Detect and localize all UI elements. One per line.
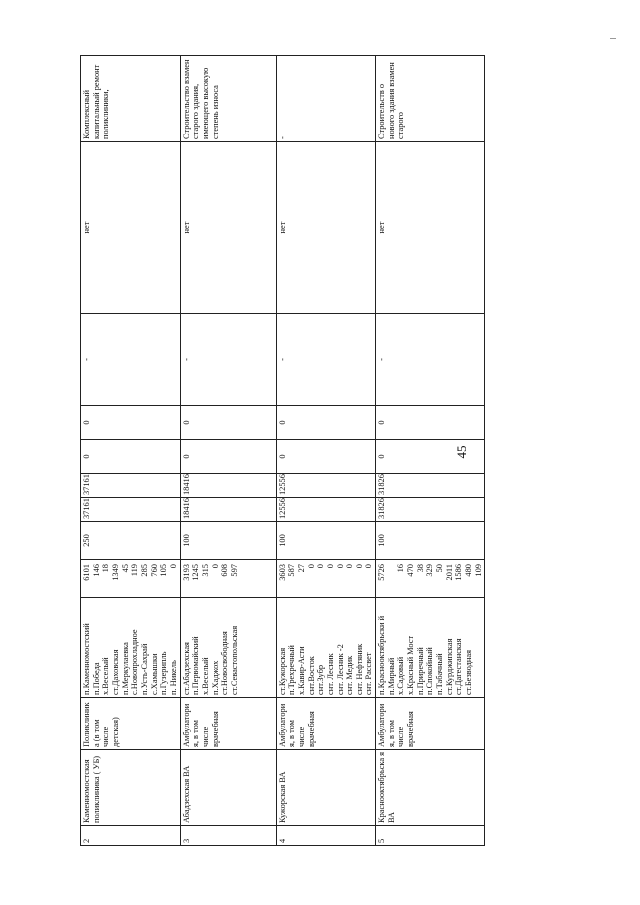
note-cell <box>276 56 376 142</box>
value-1-text: 12556 <box>277 498 287 519</box>
settlements-cell <box>81 598 181 698</box>
population-value: 0 <box>168 564 178 569</box>
population-value: 0 <box>210 564 220 569</box>
zero-1-text: 0 <box>377 454 387 459</box>
zero-1-cell <box>276 440 376 474</box>
row-number-text: 3 <box>181 838 191 843</box>
population-value: 5726 <box>377 564 387 581</box>
population-value: 597 <box>229 564 239 577</box>
population-value: 480 <box>464 564 474 577</box>
zero-2-text: 0 <box>82 420 91 425</box>
plan-cell <box>276 142 376 314</box>
population-value: 3603 <box>277 564 287 581</box>
settlement-name: снт. Лесник -2 <box>335 644 345 695</box>
population-value: 0 <box>306 564 316 569</box>
population-value: 119 <box>130 564 140 577</box>
settlement-name: п. Никель <box>168 660 178 695</box>
dash-cell <box>276 314 376 406</box>
note-text: Строительство взамен старого здания, имеющего высокую степень износа <box>181 59 220 139</box>
population-value: 760 <box>149 564 159 577</box>
organization-cell <box>276 750 376 826</box>
settlement-name: п.Первомайский <box>191 636 201 695</box>
settlement-list <box>278 600 375 695</box>
settlement-name: п.Победа <box>91 662 101 695</box>
plan-cell <box>81 142 181 314</box>
zero-2-text: 0 <box>377 420 387 425</box>
population-value: 0 <box>364 564 374 569</box>
settlement-name: п.Трехречный <box>287 645 297 695</box>
dash-text: - <box>277 358 287 361</box>
population-cell <box>180 560 276 598</box>
population-value: 16 <box>396 564 406 573</box>
population-list <box>82 562 179 595</box>
settlement-name: ст.Даховская <box>110 649 120 695</box>
value-2-cell <box>81 474 181 498</box>
population-value: 329 <box>425 564 435 577</box>
population-list <box>182 562 240 595</box>
population-value: 1349 <box>110 564 120 581</box>
capacity-text: 100 <box>181 534 191 547</box>
zero-1-text: 0 <box>277 454 287 459</box>
population-value: 1586 <box>454 564 464 581</box>
population-value: 2011 <box>444 564 454 581</box>
population-list <box>278 562 375 595</box>
plan-text: нет <box>181 221 191 234</box>
settlement-name: х.Красный Мост <box>406 635 416 695</box>
settlement-name: х.Веселый <box>200 657 210 695</box>
zero-2-cell <box>81 406 181 440</box>
population-value: 0 <box>325 564 335 569</box>
note-cell <box>180 56 276 142</box>
zero-1-cell <box>81 440 181 474</box>
note-text: - <box>277 136 287 139</box>
population-value: 146 <box>91 564 101 577</box>
population-value: 50 <box>435 564 445 573</box>
plan-cell <box>180 142 276 314</box>
settlement-name: снт. Рассвет <box>364 652 374 695</box>
capacity-text: 100 <box>277 534 287 547</box>
zero-1-text: 0 <box>181 454 191 459</box>
facility-type-text: Амбулатори я, в том числе врачебная <box>277 703 316 747</box>
population-value: 6101 <box>82 564 91 581</box>
table-row <box>81 56 181 846</box>
zero-2-text: 0 <box>181 420 191 425</box>
population-value: 3193 <box>181 564 191 581</box>
zero-1-text: 0 <box>82 454 91 459</box>
dash-cell <box>376 314 485 406</box>
settlement-name: снт. Медик <box>345 655 355 695</box>
plan-text: нет <box>377 221 387 234</box>
population-value: 105 <box>159 564 169 577</box>
value-2-text: 37161 <box>82 474 91 495</box>
population-value: 587 <box>287 564 297 577</box>
capacity-text: 100 <box>377 534 387 547</box>
settlement-name: снт.Зубр <box>316 664 326 695</box>
population-value: 0 <box>354 564 364 569</box>
facility-type-cell <box>180 698 276 750</box>
row-number-text: 2 <box>82 838 91 843</box>
population-value: 27 <box>296 564 306 573</box>
population-value: 38 <box>415 564 425 573</box>
settlement-list <box>377 600 474 695</box>
organization-text: Абадзехская ВА <box>181 765 191 823</box>
zero-2-text: 0 <box>277 420 287 425</box>
settlement-name: п.Мирный <box>386 657 396 695</box>
table-stage <box>80 56 483 846</box>
row-number-cell <box>81 826 181 846</box>
settlement-name: п.Спокойный <box>425 647 435 695</box>
row-number-cell <box>376 826 485 846</box>
facility-type-cell <box>376 698 485 750</box>
zero-1-cell <box>180 440 276 474</box>
population-value: 0 <box>316 564 326 569</box>
settlement-name: п.Табачный <box>435 653 445 695</box>
population-value: 315 <box>200 564 210 577</box>
population-cell <box>376 560 485 598</box>
settlement-name: п.Гузерипль <box>159 651 169 695</box>
organization-cell <box>376 750 485 826</box>
facility-type-text: Поликлиник а (в том числе детская) <box>82 702 120 747</box>
population-cell <box>276 560 376 598</box>
population-cell <box>81 560 181 598</box>
row-number-text: 5 <box>377 838 387 843</box>
settlements-cell <box>276 598 376 698</box>
dash-text: - <box>82 358 91 361</box>
page-number: 45 <box>454 445 469 459</box>
settlement-name: ст.Курджипская <box>444 638 454 695</box>
settlement-name: п.Краснооктябрьски й <box>377 615 387 695</box>
population-value: 0 <box>335 564 345 569</box>
organization-text: Кужорская ВА <box>277 771 287 823</box>
facility-type-cell <box>81 698 181 750</box>
value-1-cell <box>81 498 181 522</box>
capacity-text: 250 <box>82 534 91 547</box>
settlement-name: с.Хамышки <box>149 653 159 695</box>
value-1-cell <box>376 498 485 522</box>
scan-mark <box>610 38 616 39</box>
table-row <box>180 56 276 846</box>
settlement-name: ст.Севастопольская <box>229 625 239 695</box>
settlement-name: х.Садовый <box>396 656 406 695</box>
dash-cell <box>81 314 181 406</box>
settlement-list <box>82 600 179 695</box>
settlement-name: снт.Восток <box>306 656 316 695</box>
value-1-text: 37161 <box>82 498 91 519</box>
facilities-table <box>80 55 485 846</box>
population-value: 45 <box>120 564 130 573</box>
capacity-cell <box>81 522 181 560</box>
capacity-cell <box>376 522 485 560</box>
value-1-cell <box>180 498 276 522</box>
population-value: 18 <box>101 564 111 573</box>
dash-text: - <box>377 358 387 361</box>
capacity-cell <box>180 522 276 560</box>
zero-2-cell <box>376 406 485 440</box>
settlement-name: ст.Абадзехская <box>181 642 191 695</box>
organization-cell <box>81 750 181 826</box>
value-2-cell <box>180 474 276 498</box>
facility-type-text: Амбулатори я, в том числе врачебная <box>377 703 416 747</box>
settlement-name: п.Усть-Сахрай <box>139 643 149 695</box>
settlement-name: ст.Новосвободная <box>220 631 230 695</box>
settlement-name: ст.Безводная <box>464 650 474 695</box>
row-number-cell <box>180 826 276 846</box>
settlement-name: х.Веселый <box>101 657 111 695</box>
value-2-text: 18416 <box>181 474 191 495</box>
settlements-cell <box>376 598 485 698</box>
value-1-text: 18416 <box>181 498 191 519</box>
population-value: 109 <box>473 564 483 577</box>
settlement-name: п.Хаджох <box>210 660 220 695</box>
zero-2-cell <box>180 406 276 440</box>
facility-type-text: Амбулатори я, в том числе врачебная <box>181 703 220 747</box>
population-value <box>387 562 397 595</box>
settlement-name: снт. Нефтяник <box>354 643 364 695</box>
value-1-text: 31826 <box>377 498 387 519</box>
value-2-text: 31826 <box>377 474 387 495</box>
facility-type-cell <box>276 698 376 750</box>
settlement-name: п.Приречный <box>415 647 425 695</box>
settlement-name: снт. Лесник <box>325 653 335 695</box>
settlement-name: с.Новопрохладное <box>130 629 140 695</box>
population-value: 470 <box>406 564 416 577</box>
table-row <box>376 56 485 846</box>
population-value: 608 <box>220 564 230 577</box>
plan-cell <box>376 142 485 314</box>
population-list <box>377 562 483 595</box>
value-2-text: 12556 <box>277 474 287 495</box>
rotated-table-wrapper <box>80 56 483 846</box>
plan-text: нет <box>82 221 91 234</box>
population-value: 285 <box>139 564 149 577</box>
organization-cell <box>180 750 276 826</box>
row-number-cell <box>276 826 376 846</box>
value-2-cell <box>276 474 376 498</box>
capacity-cell <box>276 522 376 560</box>
note-text: Комплексный капитальный ремонт поликлиники, <box>82 64 111 139</box>
value-1-cell <box>276 498 376 522</box>
row-number-text: 4 <box>277 838 287 843</box>
zero-1-cell <box>376 440 485 474</box>
value-2-cell <box>376 474 485 498</box>
table-row <box>276 56 376 846</box>
settlement-name: п.Каменномостский <box>82 623 91 695</box>
dash-cell <box>180 314 276 406</box>
organization-text: Каменномостская поликлиника ( УБ) <box>82 755 101 823</box>
settlement-name: ст.Дагестанская <box>454 638 464 695</box>
note-cell <box>81 56 181 142</box>
population-value: 1245 <box>191 564 201 581</box>
note-cell <box>376 56 485 142</box>
settlement-name: п.Меркулаевка <box>120 642 130 695</box>
settlements-cell <box>180 598 276 698</box>
settlement-list <box>182 600 240 695</box>
settlement-name: х.Кавир-Асти <box>296 646 306 695</box>
organization-text: Краснооктябрьска я ВА <box>377 751 396 823</box>
zero-2-cell <box>276 406 376 440</box>
note-text: Строительств о нового здания взамен старого <box>377 62 406 139</box>
settlement-name: ст.Кужорская <box>277 647 287 695</box>
plan-text: нет <box>277 221 287 234</box>
dash-text: - <box>181 358 191 361</box>
population-value: 0 <box>345 564 355 569</box>
